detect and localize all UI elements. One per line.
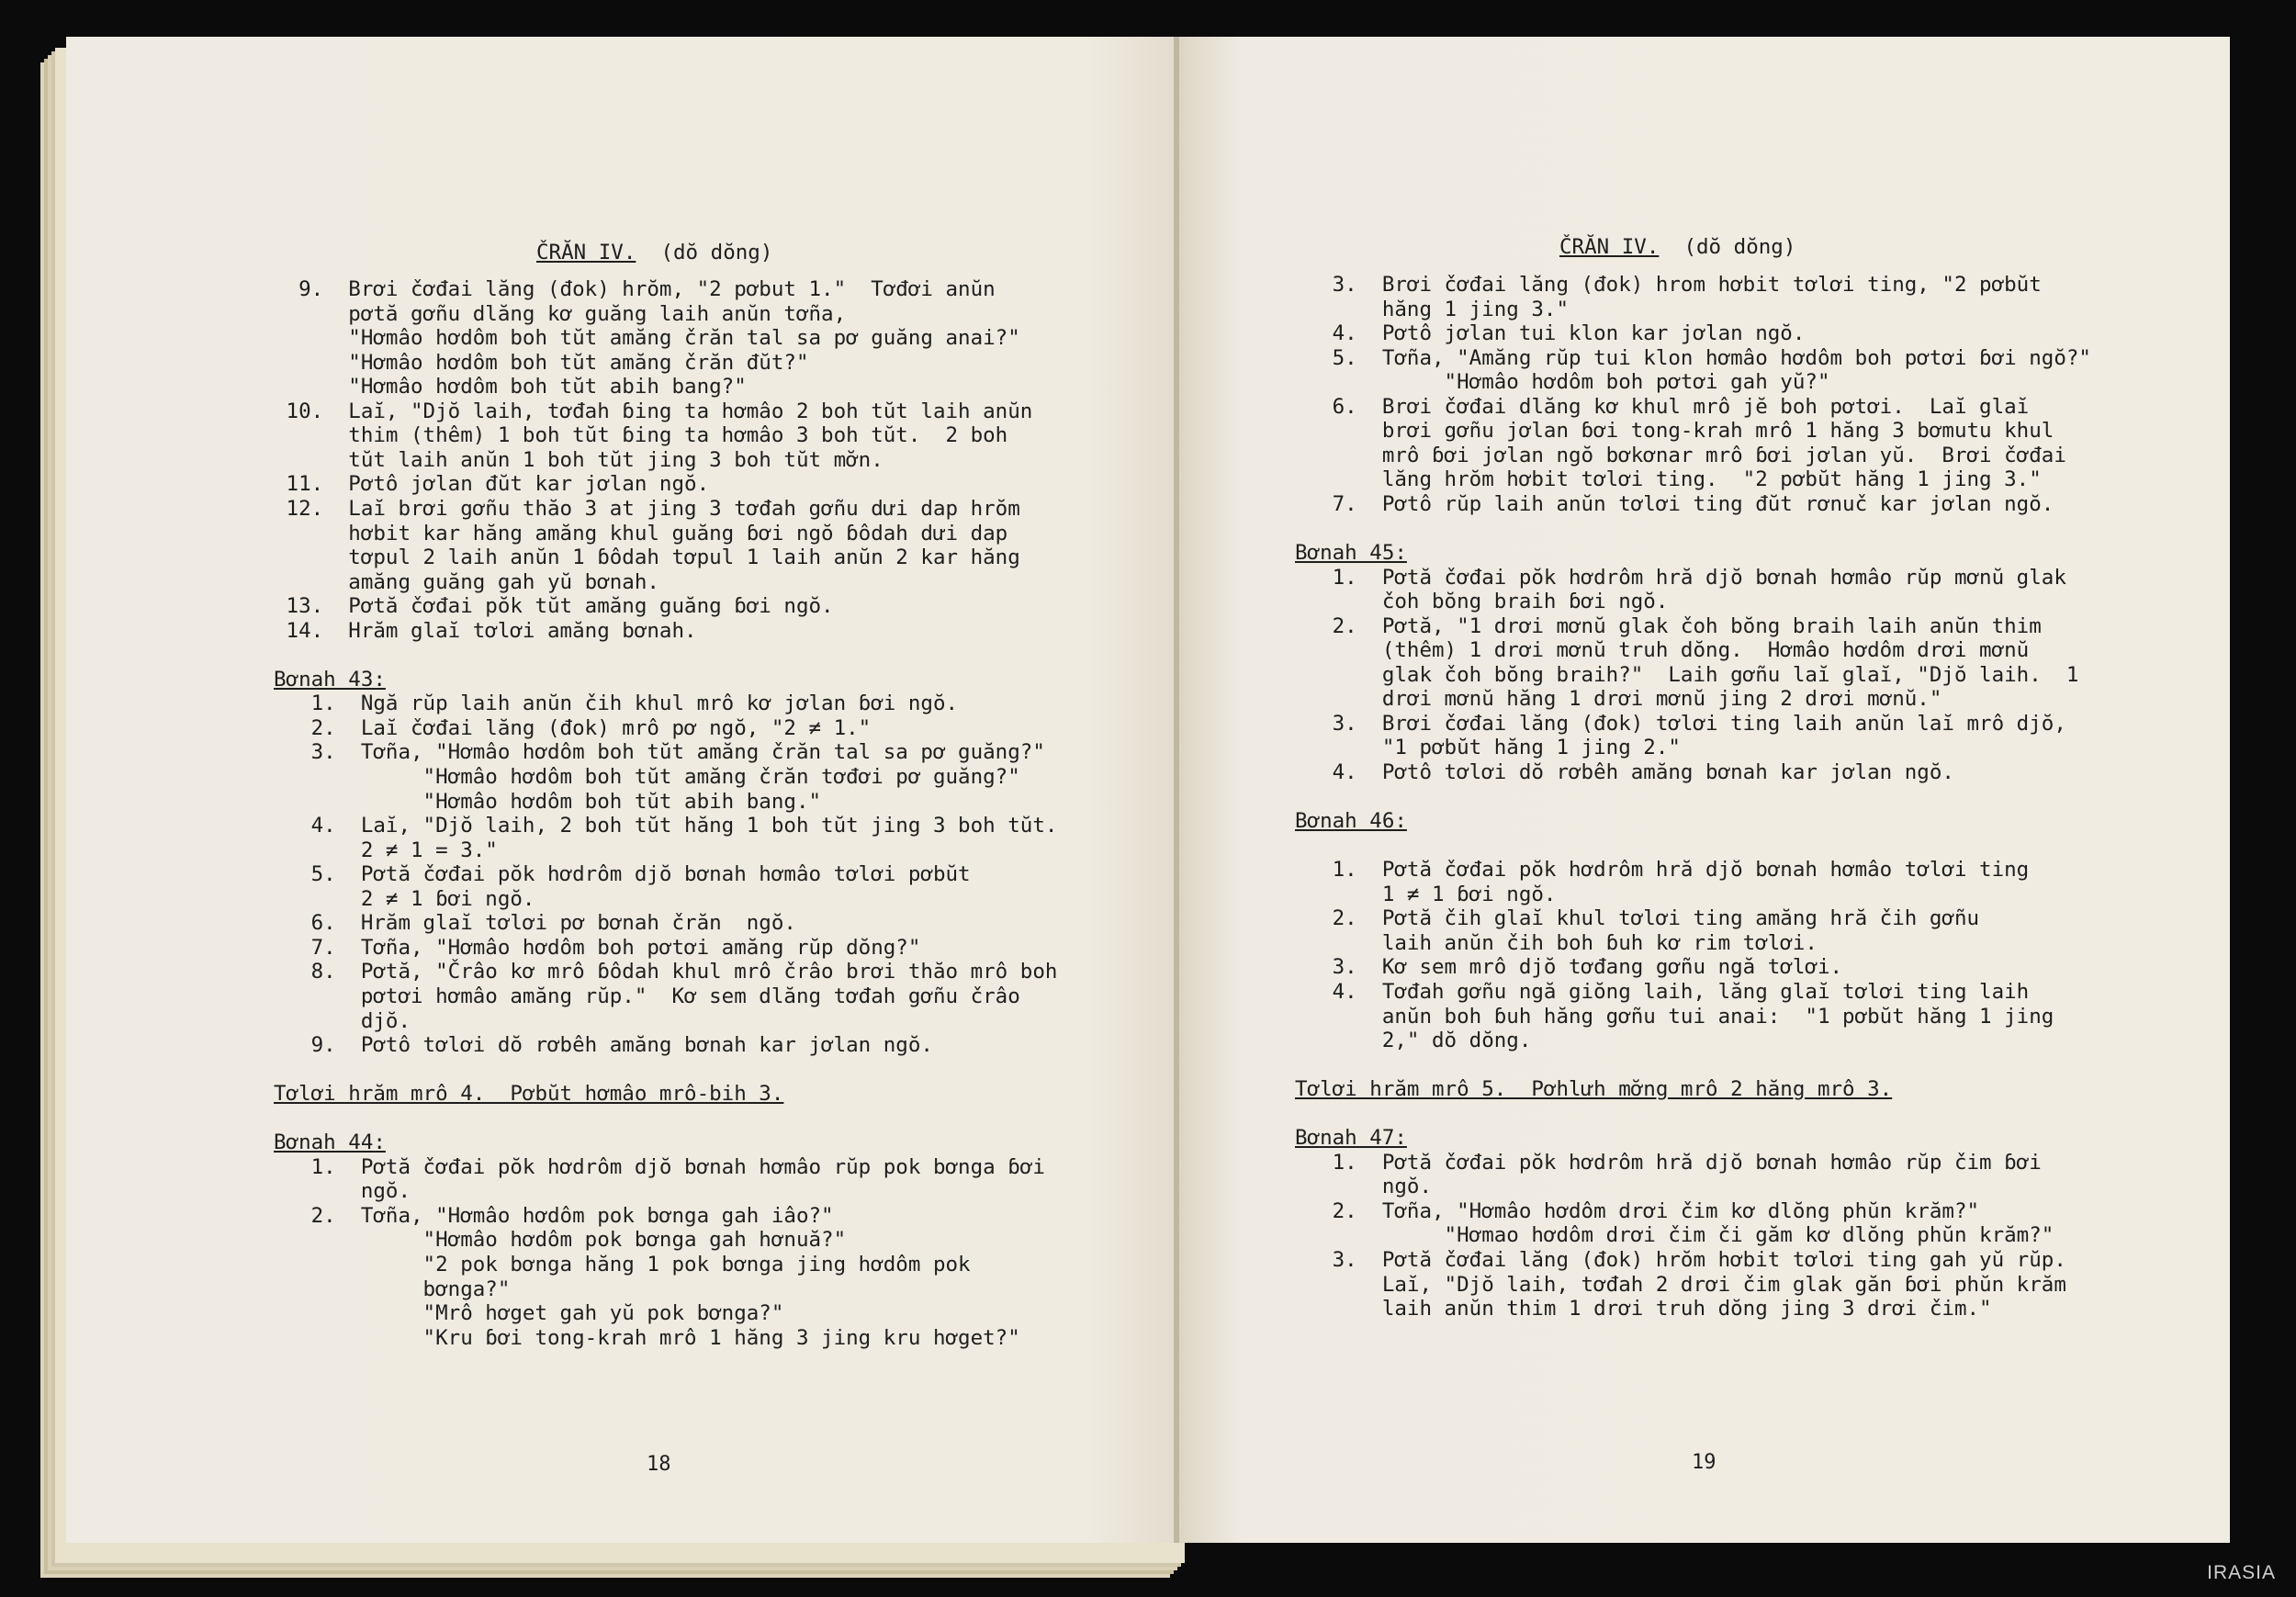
text-line: ngŏ.: [1295, 1175, 1433, 1199]
text-line: brơi gơñu jơlan ɓơi tong-krah mrô 1 hăng 3 bơmutu khul: [1295, 419, 2054, 444]
text-line: 1 ≠ 1 ɓơi ngŏ.: [1295, 882, 1557, 906]
text-line: "Hơmâo hơdôm boh tŭt abih bang.": [274, 789, 822, 814]
text-line: "Kru ɓơi tong-krah mrô 1 hăng 3 jing kru hơget?": [274, 1325, 1020, 1350]
text-line: 4. Pơtô tơlơi dŏ rơbêh amăng bơnah kar jơlan ngŏ.: [1295, 760, 1954, 784]
text-line: 3. Kơ sem mrô djŏ tơđang gơñu ngă tơlơi.: [1295, 955, 1843, 980]
text-line: laih anŭn thim 1 drơi truh dŏng jing 3 drơi čim.": [1295, 1297, 1992, 1321]
text-line: 3. Brơi čơđai lăng (đok) hrom hơbit tơlơi ting, "2 pơbŭt: [1295, 273, 2042, 297]
text-line: 1. Pơtă čơđai pŏk hơdrôm djŏ bơnah hơmâo rŭp pok bơnga ɓơi: [274, 1154, 1045, 1179]
text-line: "Hơmâo hơdôm boh pơtơi gah yŭ?": [1295, 370, 1830, 395]
text-line: "Hơmâo hơdôm pok bơnga gah hơnuă?": [274, 1228, 847, 1253]
chapter-suffix: (dŏ dŏng): [1683, 235, 1796, 259]
text-line: tŭt laih anŭn 1 boh tŭt jing 3 boh tŭt mơ̆n.: [274, 447, 884, 472]
text-line: 2. Laĭ čơđai lăng (đok) mrô pơ ngŏ, "2 ≠ 1.": [274, 715, 872, 740]
text-line: 5. Pơtă čơđai pŏk hơdrôm djŏ bơnah hơmâo tơlơi pơbŭt: [274, 862, 971, 887]
page-number: 19: [1692, 1451, 1716, 1474]
section-heading: Bơnah 46:: [1295, 809, 1407, 834]
text-line: hơbit kar hăng amăng khul guăng ɓơi ngŏ ɓôdah dưi dap: [274, 521, 1008, 545]
text-line: mrô ɓơi jơlan ngŏ bơkơnar mrô ɓơi jơlan yŭ. Brơi čơđai: [1295, 443, 2066, 467]
text-line: 8. Pơtă, "Črâo kơ mrô ɓôdah khul mrô črâo brơi thăo mrô boh: [274, 960, 1058, 984]
lesson-heading: Tơlơi hrăm mrô 4. Pơbŭt hơmâo mrô-bih 3.: [274, 1082, 784, 1107]
text-line: 2 ≠ 1 ɓơi ngŏ.: [274, 886, 535, 911]
text-line: lăng hrŏm hơbit tơlơi ting. "2 pơbŭt hăng 1 jing 3.": [1295, 467, 2042, 492]
text-line: 7. Pơtô rŭp laih anŭn tơlơi ting đŭt rơnuč kar jơlan ngŏ.: [1295, 491, 2054, 516]
text-line: 1. Pơtă čơđai pŏk hơdrôm hră djŏ bơnah hơmâo rŭp mơnŭ glak: [1295, 565, 2066, 590]
text-line: 11. Pơtô jơlan đŭt kar jơlan ngŏ.: [274, 472, 710, 497]
text-line: laih anŭn čih boh ɓuh kơ rim tơlơi.: [1295, 930, 1818, 955]
section-heading: Bơnah 43:: [274, 667, 386, 692]
text-line: "Hơmâo hơdôm boh tŭt amăng črăn đŭt?": [274, 350, 809, 375]
text-line: 3. Tơña, "Hơmâo hơdôm boh tŭt amăng črăn tal sa pơ guăng?": [274, 740, 1045, 765]
text-line: 2 ≠ 1 = 3.": [274, 838, 498, 862]
text-line: 1. Pơtă čơđai pŏk hơdrôm hră djŏ bơnah hơmâo rŭp čim ɓơi: [1295, 1150, 2042, 1175]
text-line: 13. Pơtă čơđai pŏk tŭt amăng guăng ɓơi ngŏ.: [274, 594, 834, 619]
text-line: 12. Laĭ brơi gơñu thăo 3 at jing 3 tơđah gơñu dưi dap hrŏm: [274, 496, 1020, 521]
section-heading: Bơnah 45:: [1295, 541, 1407, 566]
text-line: pơtă gơñu dlăng kơ guăng laih anŭn tơña,: [274, 301, 847, 326]
page-number: 18: [647, 1453, 671, 1476]
watermark: IRASIA: [2207, 1562, 2276, 1583]
text-line: 4. Pơtô jơlan tui klon kar jơlan ngŏ.: [1295, 321, 1806, 346]
text-line: 9. Pơtô tơlơi dŏ rơbêh amăng bơnah kar jơlan ngŏ.: [274, 1033, 933, 1058]
chapter-suffix: (dŏ dŏng): [660, 241, 773, 264]
text-line: 6. Brơi čơđai dlăng kơ khul mrô jĕ boh pơtơi. Laĭ glaĭ: [1295, 394, 2030, 419]
text-line: 2. Pơtă čih glaĭ khul tơlơi ting amăng hră čih gơñu: [1295, 906, 1980, 931]
chapter-title: ČRĂN IV.: [536, 241, 636, 264]
text-line: 3. Brơi čơđai lăng (đok) tơlơi ting laih anŭn laĭ mrô djŏ,: [1295, 711, 2066, 736]
text-line: 2," dŏ dŏng.: [1295, 1029, 1532, 1053]
text-line: 7. Tơña, "Hơmâo hơdôm boh pơtơi amăng rŭp dŏng?": [274, 935, 921, 960]
text-line: tơpul 2 laih anŭn 1 ɓôdah tơpul 1 laih anŭn 2 kar hăng: [274, 545, 1020, 570]
text-line: 9. Brơi čơđai lăng (đok) hrŏm, "2 pơbut 1." Tơđơi anŭn: [274, 277, 996, 301]
chapter-title: ČRĂN IV.: [1559, 235, 1660, 259]
text-line: 3. Pơtă čơđai lăng (đok) hrŏm hơbit tơlơi ting gah yŭ rŭp.: [1295, 1248, 2066, 1272]
text-line: 1. Pơtă čơđai pŏk hơdrôm hră djŏ bơnah hơmâo tơlơi ting: [1295, 858, 2030, 883]
text-line: čoh bŏng braih ɓơi ngŏ.: [1295, 590, 1669, 614]
text-line: hăng 1 jing 3.": [1295, 297, 1570, 321]
lesson-heading: Tơlơi hrăm mrô 5. Pơhlưh mơ̆ng mrô 2 hăng mrô 3.: [1295, 1077, 1893, 1102]
text-line: 10. Laĭ, "Djŏ laih, tơđah ɓing ta hơmâo 2 boh tŭt laih anŭn: [274, 399, 1033, 423]
chapter-heading: [536, 241, 772, 264]
text-line: "Hơmâo hơdôm boh tŭt amăng črăn tal sa pơ guăng anai?": [274, 326, 1020, 351]
text-line: 2. Tơña, "Hơmâo hơdôm drơi čim kơ dlŏng phŭn krăm?": [1295, 1198, 1980, 1223]
text-line: ngŏ.: [274, 1179, 411, 1204]
text-line: "Hơmâo hơdôm boh tŭt amăng črăn tơđơi pơ guăng?": [274, 765, 1020, 789]
text-line: pơtơi hơmâo amăng rŭp." Kơ sem dlăng tơđah gơñu črâo: [274, 984, 1020, 1008]
text-line: "Hơmao hơdôm drơi čim či găm kơ dlŏng phŭn krăm?": [1295, 1223, 2054, 1248]
text-line: "Mrô hơget gah yŭ pok bơnga?": [274, 1301, 784, 1326]
text-line: (thêm) 1 drơi mơnŭ truh dŏng. Hơmâo hơdôm drơi mơnŭ: [1295, 638, 2030, 663]
text-line: 1. Ngă rŭp laih anŭn čih khul mrô kơ jơlan ɓơi ngŏ.: [274, 692, 959, 716]
left-page: [66, 37, 1177, 1543]
text-line: 5. Tơña, "Amăng rŭp tui klon hơmâo hơdôm boh pơtơi ɓơi ngŏ?": [1295, 345, 2091, 370]
text-line: 14. Hrăm glaĭ tơlơi amăng bơnah.: [274, 618, 697, 643]
text-line: amăng guăng gah yŭ bơnah.: [274, 569, 659, 594]
section-heading: Bơnah 44:: [274, 1130, 386, 1155]
right-page: [1179, 37, 2230, 1543]
section-heading: Bơnah 47:: [1295, 1126, 1407, 1151]
text-line: "1 pơbŭt hăng 1 jing 2.": [1295, 736, 1681, 760]
text-line: bơnga?": [274, 1276, 511, 1301]
text-line: thim (thêm) 1 boh tŭt ɓing ta hơmâo 3 boh tŭt. 2 boh: [274, 423, 1008, 448]
text-line: 2. Pơtă, "1 drơi mơnŭ glak čoh bŏng braih laih anŭn thim: [1295, 613, 2042, 638]
text-line: djŏ.: [274, 1008, 411, 1033]
text-line: 2. Tơña, "Hơmâo hơdôm pok bơnga gah iâo?": [274, 1203, 834, 1228]
text-line: "Hơmâo hơdôm boh tŭt abih bang?": [274, 375, 747, 399]
text-line: 6. Hrăm glaĭ tơlơi pơ bơnah črăn ngŏ.: [274, 911, 796, 936]
text-line: Laĭ, "Djŏ laih, tơđah 2 drơi čim glak găn ɓơi phŭn krăm: [1295, 1272, 2066, 1297]
text-line: "2 pok bơnga hăng 1 pok bơnga jing hơdôm pok: [274, 1253, 971, 1276]
text-line: glak čoh bŏng braih?" Laih gơñu laĭ glaĭ, "Djŏ laih. 1: [1295, 662, 2079, 687]
text-line: anŭn boh ɓuh hăng gơñu tui anai: "1 pơbŭt hăng 1 jing: [1295, 1004, 2054, 1029]
text-line: 4. Laĭ, "Djŏ laih, 2 boh tŭt hăng 1 boh tŭt jing 3 boh tŭt.: [274, 814, 1058, 838]
text-line: drơi mơnŭ hăng 1 drơi mơnŭ jing 2 drơi mơnŭ.": [1295, 687, 1942, 712]
text-line: 4. Tơđah gơñu ngă giŏng laih, lăng glaĭ tơlơi ting laih: [1295, 979, 2030, 1004]
chapter-heading: [1559, 235, 1795, 259]
